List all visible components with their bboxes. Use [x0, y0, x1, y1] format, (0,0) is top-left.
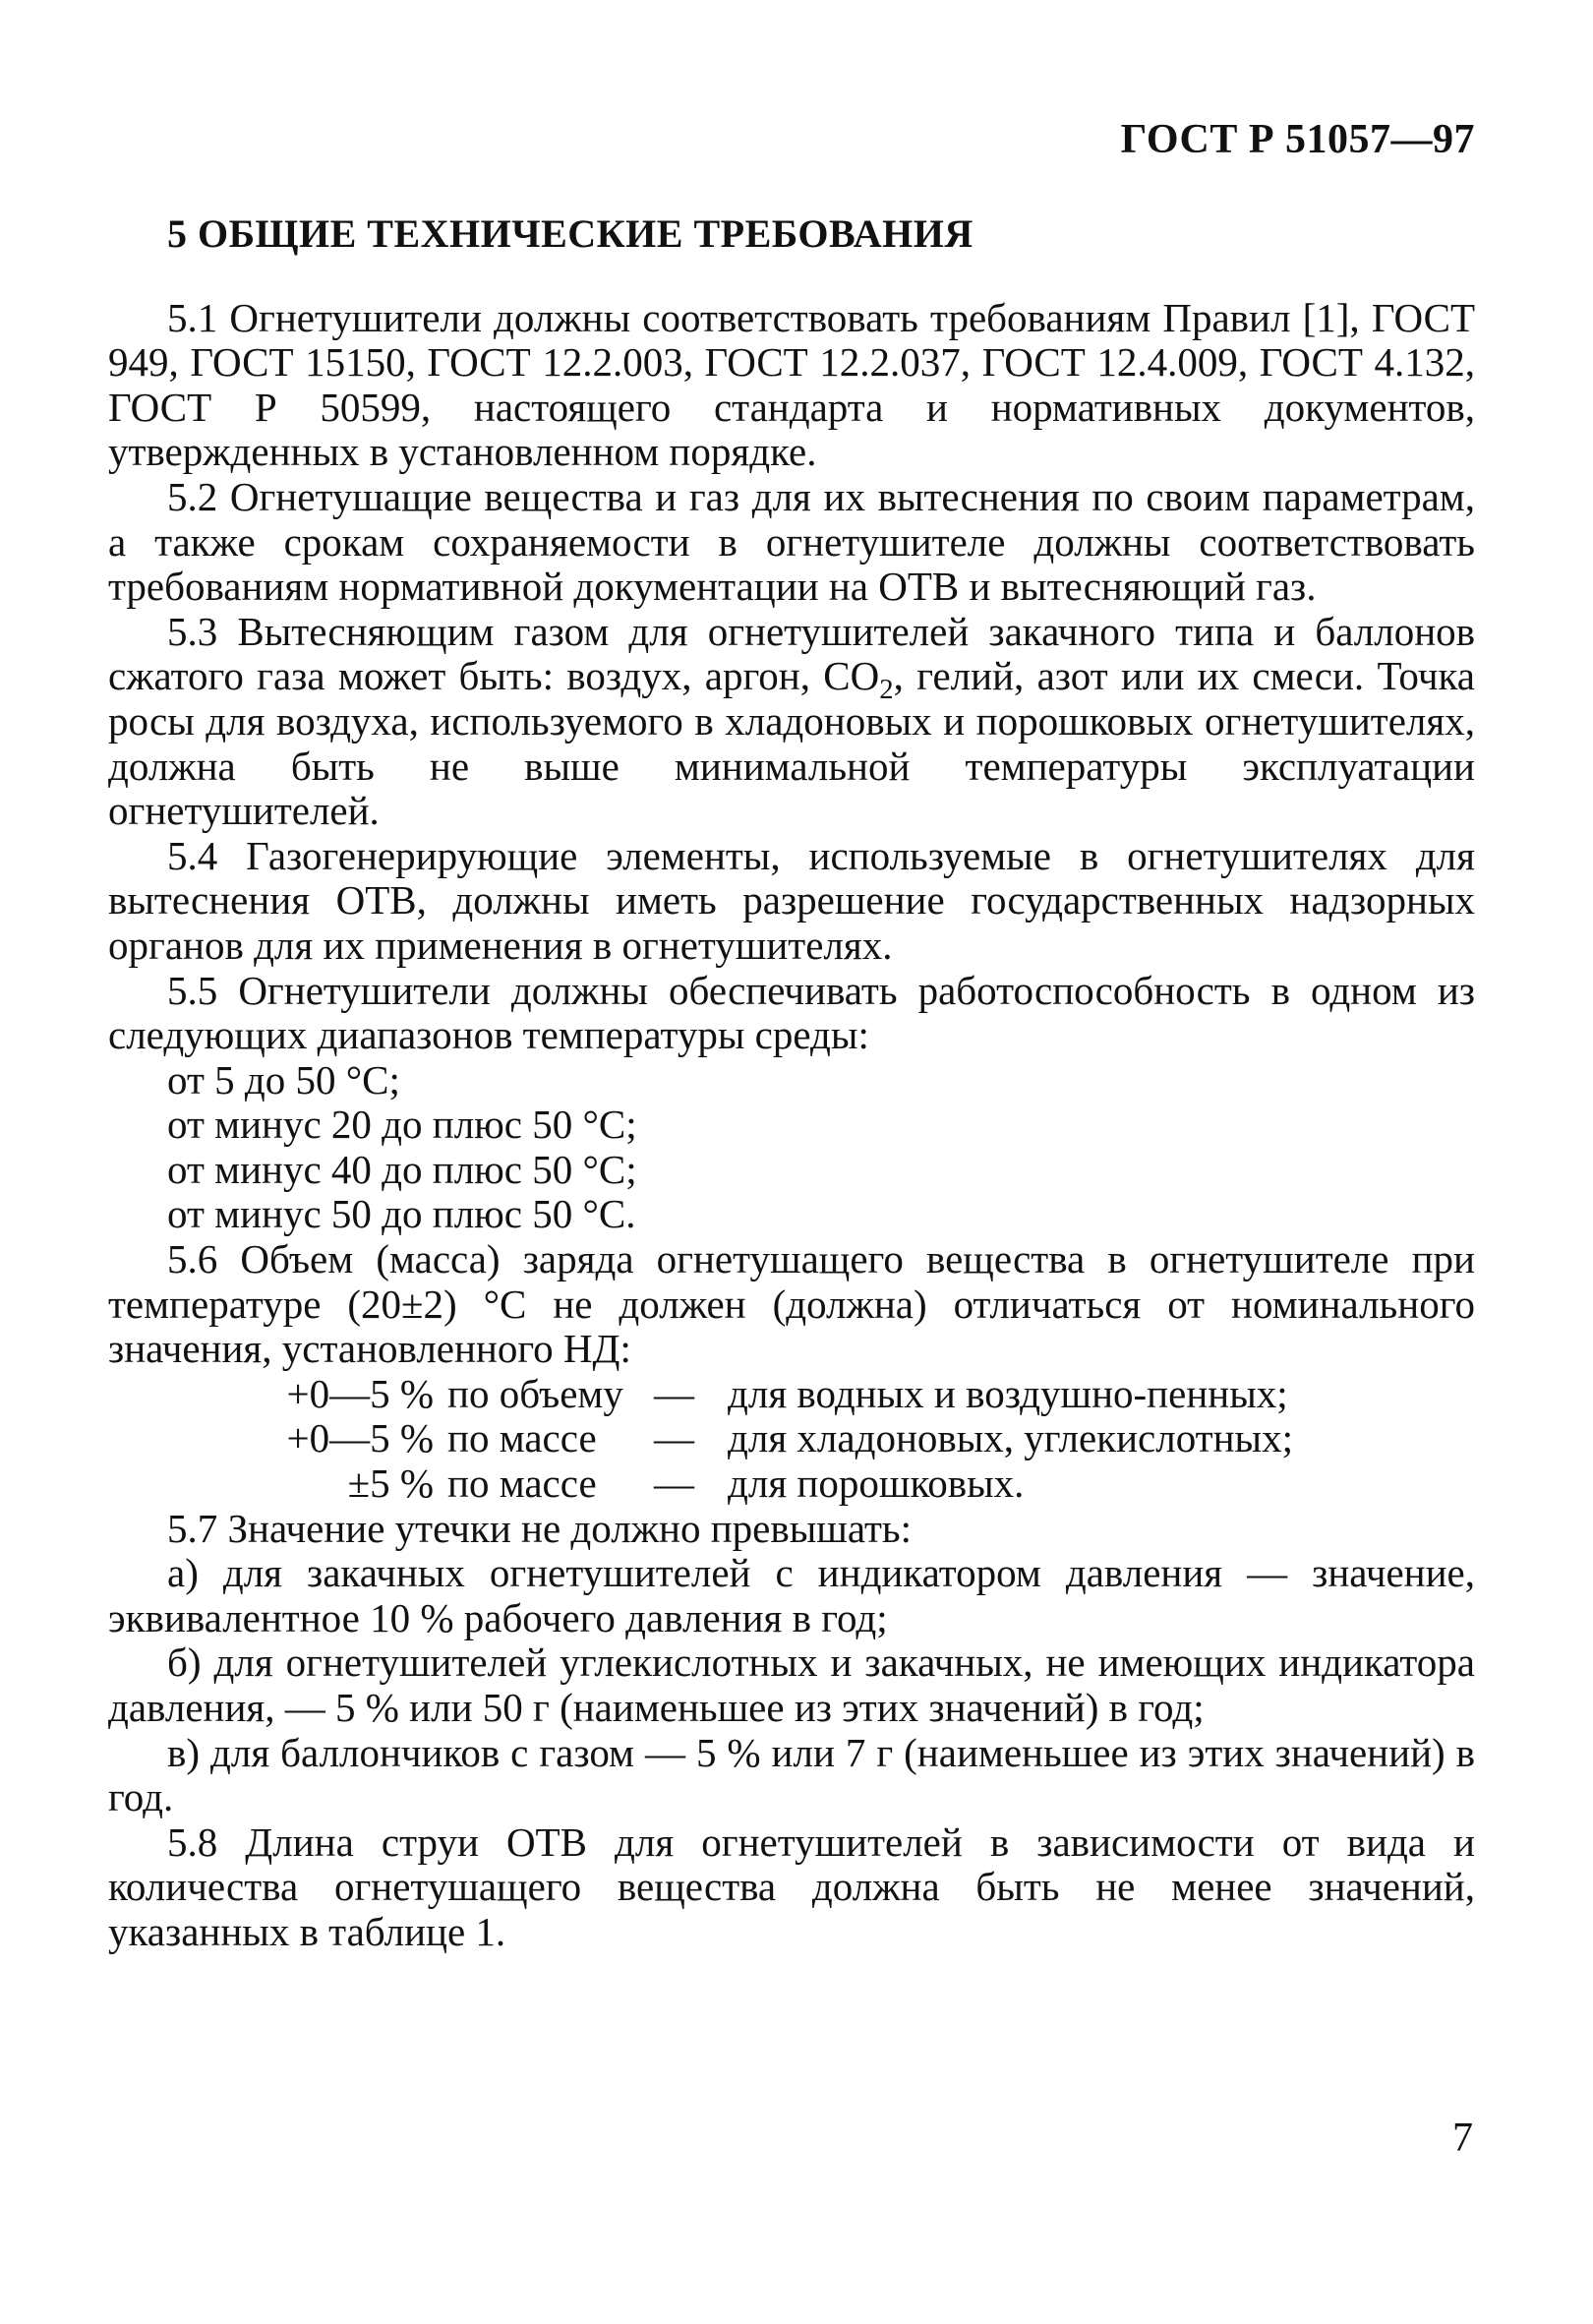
- paragraph-5-7-c: в) для баллончиков с газом — 5 % или 7 г (наименьшее из этих значений) в год.: [108, 1729, 1475, 1820]
- paragraph-5-8: 5.8 Длина струи ОТВ для огнетушителей в зависимости от вида и количества огнетушащего вещества должна быть не менее значений, указанных в таблице 1.: [108, 1818, 1475, 1954]
- tolerance-basis: по объему: [447, 1370, 623, 1416]
- tolerance-value: +0—5 %: [286, 1370, 434, 1416]
- temperature-range-item: от 5 до 50 °С;: [167, 1056, 400, 1102]
- paragraph-5-7: 5.7 Значение утечки не должно превышать:: [167, 1505, 912, 1551]
- tolerance-basis: по массе: [447, 1415, 597, 1461]
- tolerance-row: [163, 1461, 1293, 1507]
- temperature-range-item: от минус 50 до плюс 50 °С.: [167, 1191, 636, 1237]
- charge-tolerance-table: [163, 1372, 1293, 1507]
- temperature-range-item: от минус 20 до плюс 50 °С;: [167, 1102, 637, 1148]
- paragraph-5-7-b: б) для огнетушителей углекислотных и закачных, не имеющих индикатора давления, — 5 % или 50 г (наименьшее из этих значений) в год;: [108, 1639, 1475, 1730]
- tolerance-dash: —: [654, 1370, 694, 1416]
- section-title: 5 ОБЩИЕ ТЕХНИЧЕСКИЕ ТРЕБОВАНИЯ: [167, 211, 974, 256]
- tolerance-value: ±5 %: [347, 1460, 434, 1507]
- page-number: 7: [1452, 2115, 1473, 2161]
- co2-subscript: 2: [879, 674, 894, 706]
- paragraph-5-2: 5.2 Огнетушащие вещества и газ для их вытеснения по своим параметрам, а также срокам сохраняемости в огнетушителе должны соответствовать требованиям нормативной документации на ОТВ и вытесняющий газ.: [108, 473, 1475, 610]
- document-code-header: ГОСТ Р 51057—97: [1120, 117, 1475, 162]
- paragraph-5-7-a: а) для закачных огнетушителей с индикатором давления — значение, эквивалентное 10 % рабочего давления в год;: [108, 1550, 1475, 1640]
- temperature-range-item: от минус 40 до плюс 50 °С;: [167, 1146, 637, 1192]
- tolerance-applies-to: для водных и воздушно-пенных;: [728, 1370, 1288, 1416]
- tolerance-basis: по массе: [447, 1460, 597, 1507]
- paragraph-5-3-part-a: 5.3 Вытесняющим газом для огнетушителей закачного типа и баллонов сжатого газа может быть: воздух, аргон, CO: [108, 608, 1475, 699]
- paragraph-5-5: 5.5 Огнетушители должны обеспечивать работоспособность в одном из следующих диапазонов температуры среды:: [108, 967, 1475, 1058]
- tolerance-dash: —: [654, 1415, 694, 1461]
- document-body: [108, 211, 1475, 1955]
- paragraph-5-1: 5.1 Огнетушители должны соответствовать требованиям Правил [1], ГОСТ 949, ГОСТ 15150, ГОСТ 12.2.003, ГОСТ 12.2.037, ГОСТ 12.4.009, ГОСТ 4.132, ГОСТ Р 50599, настоящего стандарта и нормативных документов, утвержденных в установленном порядке.: [108, 294, 1475, 475]
- tolerance-applies-to: для порошковых.: [728, 1460, 1025, 1507]
- tolerance-applies-to: для хладоновых, углекислотных;: [728, 1415, 1293, 1461]
- paragraph-5-6: 5.6 Объем (масса) заряда огнетушащего вещества в огнетушителе при температуре (20±2) °С не должен (должна) отличаться от номинального значения, установленного НД:: [108, 1236, 1475, 1372]
- tolerance-row: [163, 1372, 1293, 1417]
- tolerance-row: [163, 1416, 1293, 1461]
- paragraph-5-3-part-b: , гелий, азот или их смеси. Точка росы для воздуха, используемого в хладоновых и порошковых огнетушителях, должна быть не выше минимальной температуры эксплуатации огнетушителей.: [108, 653, 1475, 834]
- tolerance-value: +0—5 %: [286, 1415, 434, 1461]
- paragraph-5-4: 5.4 Газогенерирующие элементы, используемые в огнетушителях для вытеснения ОТВ, должны иметь разрешение государственных надзорных органов для их применения в огнетушителях.: [108, 832, 1475, 968]
- paragraph-5-3: [108, 610, 1475, 834]
- tolerance-dash: —: [654, 1460, 694, 1507]
